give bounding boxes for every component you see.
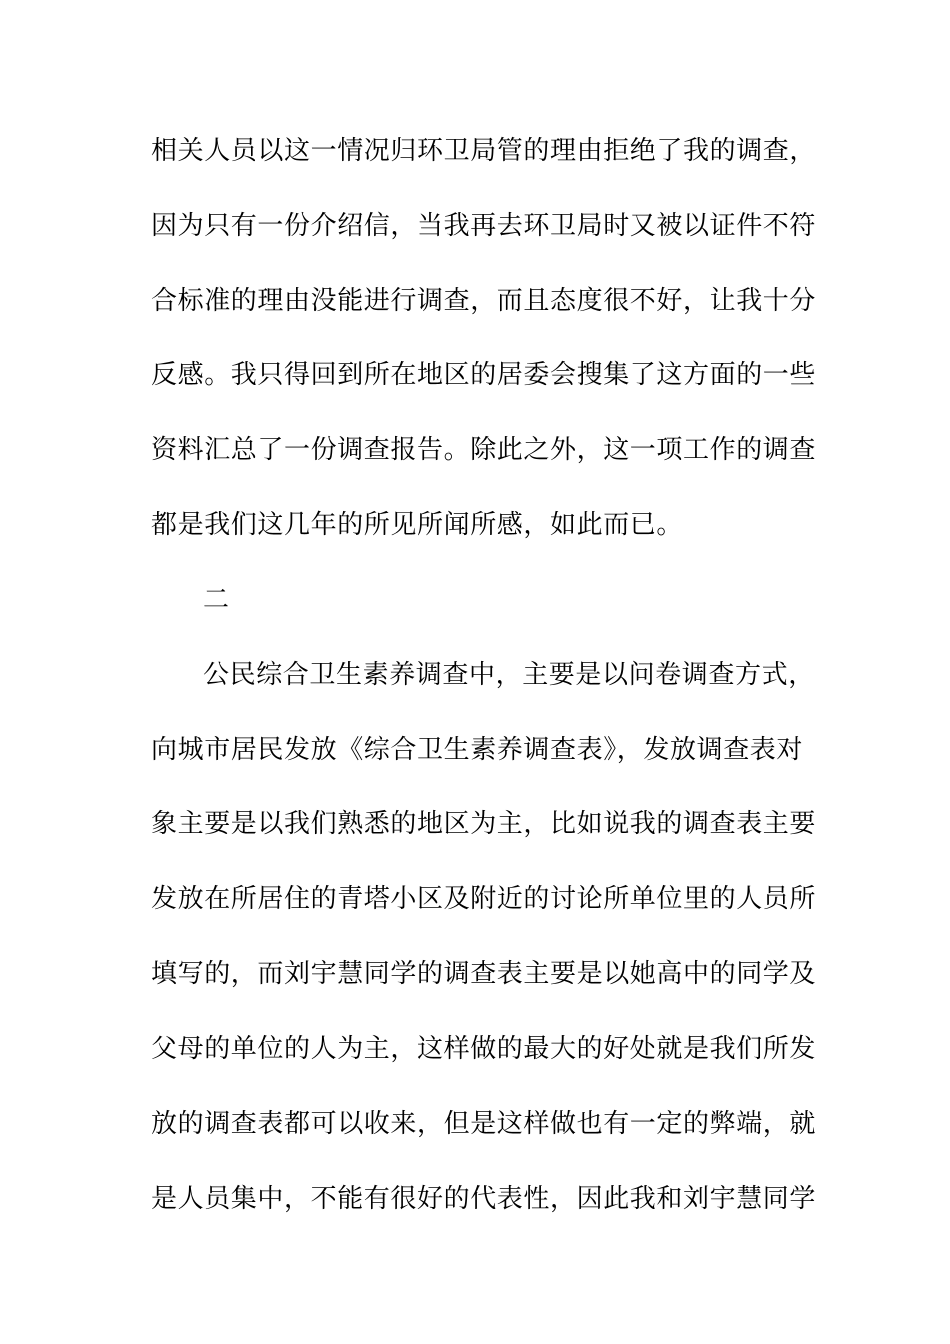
paragraph-line: 象主要是以我们熟悉的地区为主，比如说我的调查表主要 [151,809,817,839]
paragraph-line: 反感。我只得回到所在地区的居委会搜集了这方面的一些 [151,360,817,390]
paragraph-line: 填写的，而刘宇慧同学的调查表主要是以她高中的同学及 [151,959,817,989]
paragraph-line: 发放在所居住的青塔小区及附近的讨论所单位里的人员所 [151,884,817,914]
paragraph-line: 公民综合卫生素养调查中，主要是以问卷调查方式， [203,660,815,690]
paragraph-line: 合标准的理由没能进行调查，而且态度很不好，让我十分 [151,286,817,316]
paragraph-line: 向城市居民发放《综合卫生素养调查表》，发放调查表对 [151,735,804,765]
section-heading: 二 [203,585,230,615]
paragraph-line: 是人员集中，不能有很好的代表性，因此我和刘宇慧同学 [151,1184,817,1214]
paragraph-line: 父母的单位的人为主，这样做的最大的好处就是我们所发 [151,1034,817,1064]
paragraph-line: 资料汇总了一份调查报告。除此之外，这一项工作的调查 [151,435,817,465]
paragraph-line: 相关人员以这一情况归环卫局管的理由拒绝了我的调查， [151,136,817,166]
paragraph-line: 都是我们这几年的所见所闻所感，如此而已。 [151,510,684,540]
paragraph-line: 放的调查表都可以收来，但是这样做也有一定的弊端，就 [151,1109,817,1139]
paragraph-line: 因为只有一份介绍信，当我再去环卫局时又被以证件不符 [151,211,817,241]
